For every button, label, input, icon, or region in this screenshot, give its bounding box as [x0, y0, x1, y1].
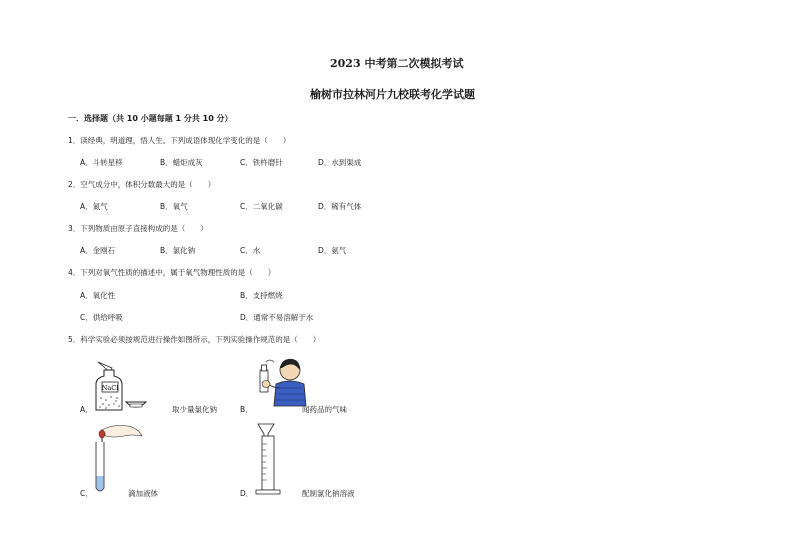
question-2-option-a[interactable]: A．氮气	[80, 202, 108, 211]
question-5-option-a[interactable]: A．	[80, 405, 93, 414]
question-1-option-a[interactable]: A．斗转星移	[80, 158, 123, 167]
question-1-option-c[interactable]: C．铁杵磨针	[240, 158, 283, 167]
question-5-option-b-caption: 闻药品的气味	[302, 405, 347, 414]
exam-subtitle: 榆树市拉林河片九校联考化学试题	[310, 88, 475, 101]
question-3-option-b[interactable]: B．氯化钠	[160, 246, 196, 255]
question-4-option-b[interactable]: B．支持燃烧	[240, 291, 283, 300]
question-2-option-d[interactable]: D．稀有气体	[318, 202, 362, 211]
bottle-label: NaCl	[101, 384, 119, 392]
question-5-stem: 5．科学实验必须按规范进行操作如图所示，下列实验操作规范的是（ ）	[68, 335, 321, 344]
section-heading: 一．选择题（共 10 小题每题 1 分共 10 分）	[68, 114, 233, 123]
question-5-option-d-caption: 配制氯化钠溶液	[302, 489, 355, 498]
figure-reagent-bottle	[92, 356, 172, 416]
question-1-stem: 1．读经典，明道理，悟人生。下列成语体现化学变化的是（ ）	[68, 136, 291, 145]
question-5-option-a-caption: 取少量氯化钠	[172, 405, 217, 414]
question-1-option-d[interactable]: D．水到渠成	[318, 158, 362, 167]
question-2-option-c[interactable]: C．二氧化碳	[240, 202, 283, 211]
question-3-option-c[interactable]: C．水	[240, 246, 261, 255]
question-1-option-b[interactable]: B．蜡炬成灰	[160, 158, 203, 167]
question-5-option-c-caption: 滴加液体	[128, 489, 158, 498]
question-2-option-b[interactable]: B．氧气	[160, 202, 188, 211]
figure-person-smelling	[254, 354, 314, 410]
question-4-option-d[interactable]: D．通常不易溶解于水	[240, 313, 314, 322]
exam-title: 2023 中考第二次模拟考试	[330, 57, 464, 70]
question-4-option-c[interactable]: C．供给呼吸	[80, 313, 123, 322]
question-2-stem: 2．空气成分中，体积分数最大的是（ ）	[68, 180, 216, 189]
question-3-stem: 3．下列物质由原子直接构成的是（ ）	[68, 224, 208, 233]
question-3-option-d[interactable]: D．氨气	[318, 246, 347, 255]
figure-graduated-cylinder	[252, 420, 292, 498]
figure-dropper-test-tube	[88, 422, 148, 496]
question-5-option-d[interactable]: D．	[240, 489, 254, 498]
question-5-option-b[interactable]: B．	[240, 405, 253, 414]
question-4-stem: 4．下列对氧气性质的描述中，属于氧气物理性质的是（ ）	[68, 268, 276, 277]
question-5-option-c[interactable]: C．	[80, 489, 93, 498]
question-4-option-a[interactable]: A．氧化性	[80, 291, 116, 300]
question-3-option-a[interactable]: A．金刚石	[80, 246, 116, 255]
